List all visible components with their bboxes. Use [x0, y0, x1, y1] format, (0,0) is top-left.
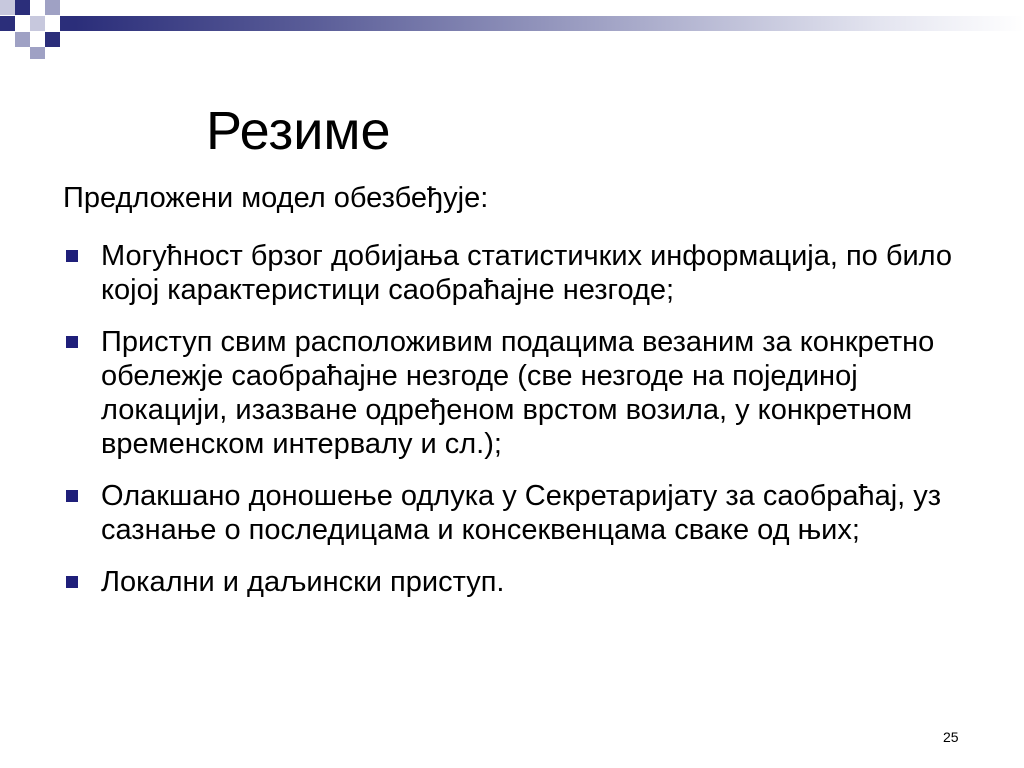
- square-bullet-icon: [66, 490, 78, 502]
- bullet-text: Олакшано доношење одлука у Секретаријату за саобраћај, уз сазнање о последицама и консеквенцама сваке од њих;: [101, 480, 942, 546]
- decor-square: [45, 32, 60, 47]
- square-bullet-icon: [66, 576, 78, 588]
- page-number: 25: [943, 729, 959, 745]
- square-bullet-icon: [66, 336, 78, 348]
- bullet-item: [63, 325, 983, 461]
- decor-square: [15, 0, 30, 15]
- decor-square: [60, 16, 75, 31]
- square-bullet-icon: [66, 250, 78, 262]
- header-decoration: [0, 0, 1024, 60]
- bullet-text: Приступ свим расположивим подацима везаним за конкретно обележје саобраћајне незгоде (све незгоде на појединој локацији, изазване одређеном врстом возила, у конкретном временском интервалу и сл.);: [101, 326, 935, 460]
- decor-square: [15, 32, 30, 47]
- bullet-text: Локални и даљински приступ.: [101, 566, 505, 598]
- slide-intro: Предложени модел обезбеђује:: [63, 182, 489, 214]
- header-gradient-strip: [75, 16, 1024, 31]
- slide-title: Резиме: [206, 101, 391, 161]
- bullet-text: Могућност брзог добијања статистичких информација, по било којој карактеристици саобраћајне незгоде;: [101, 240, 953, 306]
- decor-square: [45, 0, 60, 15]
- decor-square: [30, 47, 45, 59]
- decor-square: [0, 16, 15, 31]
- bullet-item: [63, 565, 983, 599]
- bullet-list: [63, 239, 983, 617]
- bullet-item: [63, 239, 983, 307]
- decor-square: [0, 0, 15, 15]
- bullet-item: [63, 479, 983, 547]
- decor-square: [30, 16, 45, 31]
